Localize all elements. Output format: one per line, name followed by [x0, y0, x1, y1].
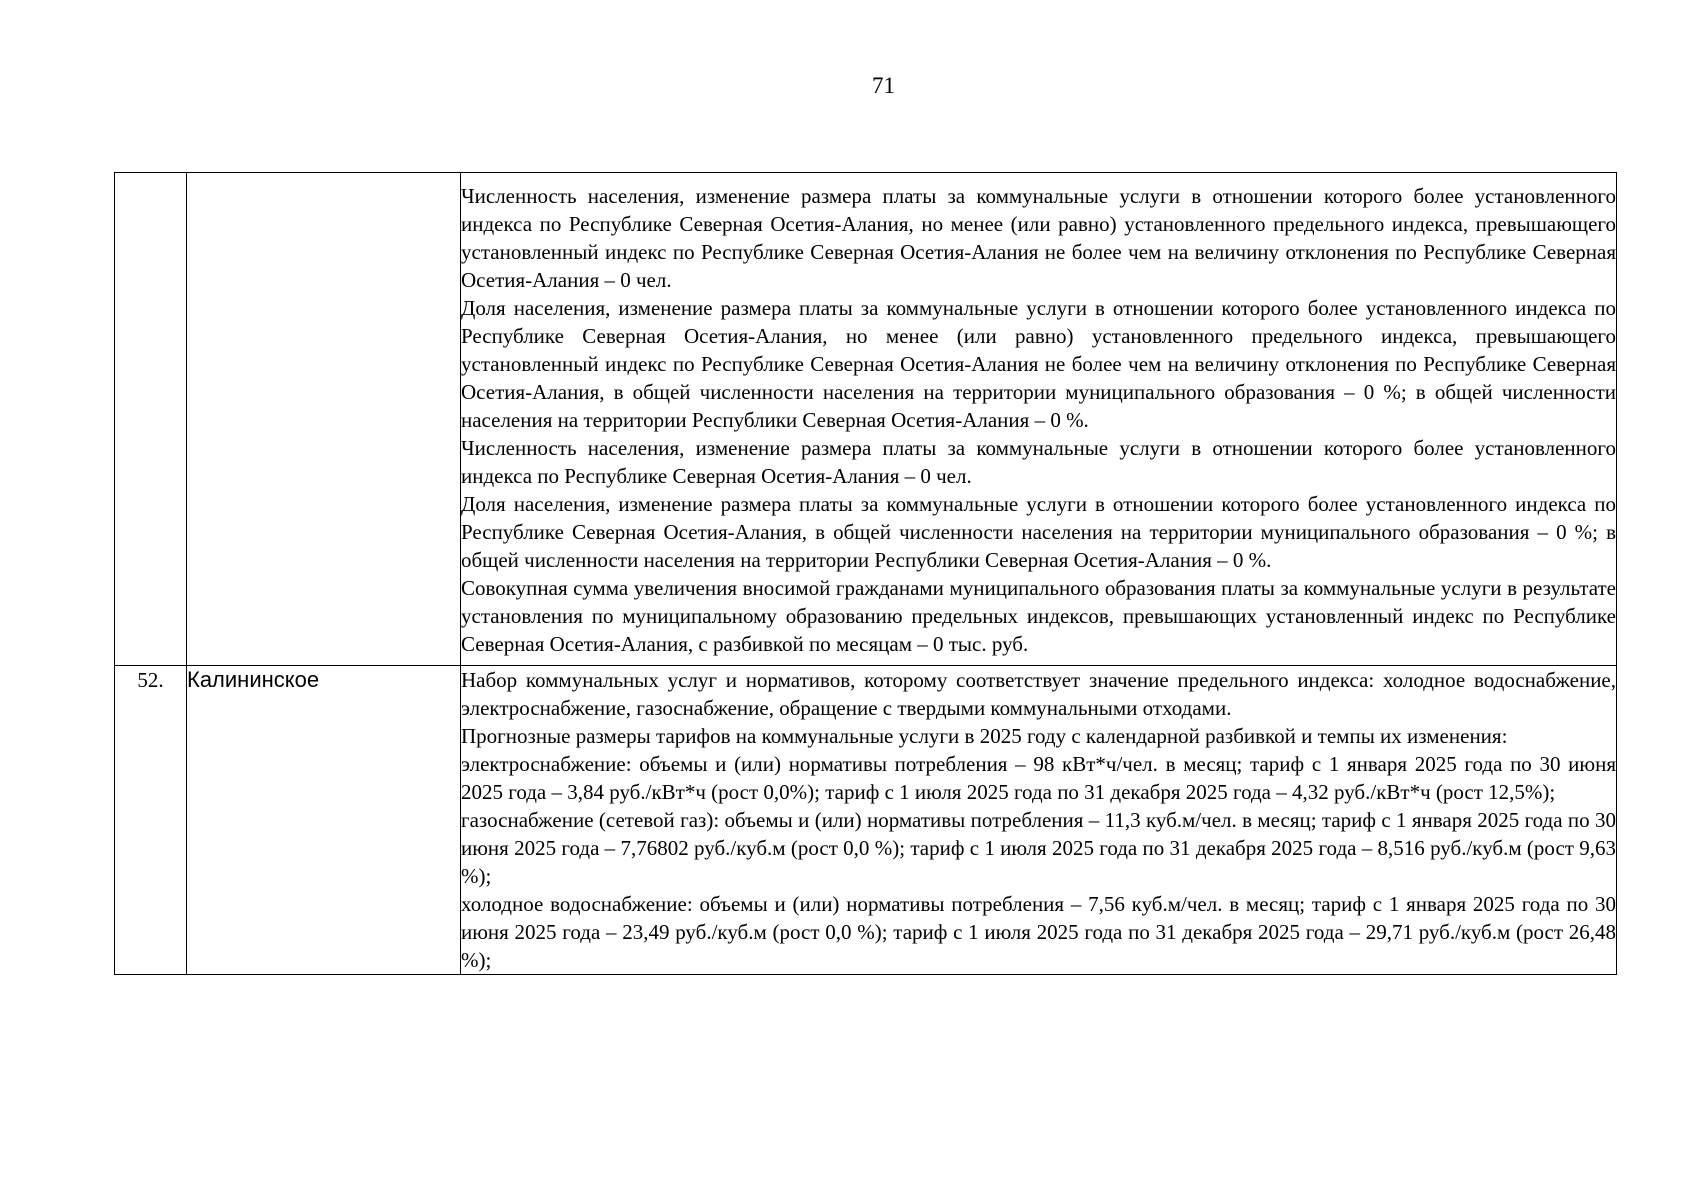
- description-paragraph: холодное водоснабжение: объемы и (или) нормативы потребления – 7,56 куб.м/чел. в месяц; тариф с 1 января 2025 года по 30 июня 2025 года – 23,49 руб./куб.м (рост 0,0 %); тариф с 1 июля 2025 года по 31 декабря 2025 года – 29,71 руб./куб.м (рост 26,48 %);: [461, 892, 1616, 972]
- description-paragraph: Совокупная сумма увеличения вносимой гражданами муниципального образования платы за коммунальные услуги в результате установления по муниципальному образованию предельных индексов, превышающих установленный индекс по Республике Северная Осетия-Алания, с разбивкой по месяцам – 0 тыс. руб.: [461, 576, 1616, 656]
- description-cell: [461, 173, 1617, 666]
- table-row: [115, 173, 1617, 666]
- description-paragraph: Прогнозные размеры тарифов на коммунальные услуги в 2025 году с календарной разбивкой и темпы их изменения:: [461, 724, 1508, 748]
- row-number: 52.: [115, 666, 187, 975]
- municipality-name: [187, 173, 461, 666]
- description-paragraph: электроснабжение: объемы и (или) нормативы потребления – 98 кВт*ч/чел. в месяц; тариф с 1 января 2025 года по 30 июня 2025 года – 3,84 руб./кВт*ч (рост 0,0%); тариф с 1 июля 2025 года по 31 декабря 2025 года – 4,32 руб./кВт*ч (рост 12,5%);: [461, 752, 1616, 804]
- description-paragraph: Доля населения, изменение размера платы за коммунальные услуги в отношении которого более установленного индекса по Республике Северная Осетия-Алания, но менее (или равно) установленного предельного индекса, превышающего установленный индекс по Республике Северная Осетия-Алания не более чем на величину отклонения по Республике Северная Осетия-Алания, в общей численности населения на территории муниципального образования – 0 %; в общей численности населения на территории Республики Северная Осетия-Алания – 0 %.: [461, 296, 1616, 432]
- municipality-name: Калининское: [187, 666, 461, 975]
- municipal-index-table: [114, 172, 1617, 975]
- description-paragraph: Доля населения, изменение размера платы за коммунальные услуги в отношении которого более установленного индекса по Республике Северная Осетия-Алания, в общей численности населения на территории муниципального образования – 0 %; в общей численности населения на территории Республики Северная Осетия-Алания – 0 %.: [461, 492, 1616, 572]
- description-paragraph: Численность населения, изменение размера платы за коммунальные услуги в отношении которого более установленного индекса по Республике Северная Осетия-Алания, но менее (или равно) установленного предельного индекса, превышающего установленный индекс по Республике Северная Осетия-Алания не более чем на величину отклонения по Республике Северная Осетия-Алания – 0 чел.: [461, 184, 1616, 292]
- row-number: [115, 173, 187, 666]
- page-number: 71: [872, 73, 895, 98]
- table-row: [115, 666, 1617, 975]
- description-cell: [461, 666, 1617, 975]
- description-paragraph: Численность населения, изменение размера платы за коммунальные услуги в отношении которого более установленного индекса по Республике Северная Осетия-Алания – 0 чел.: [461, 436, 1616, 488]
- description-paragraph: газоснабжение (сетевой газ): объемы и (или) нормативы потребления – 11,3 куб.м/чел. в месяц; тариф с 1 января 2025 года по 30 июня 2025 года – 7,76802 руб./куб.м (рост 0,0 %); тариф с 1 июля 2025 года по 31 декабря 2025 года – 8,516 руб./куб.м (рост 9,63 %);: [461, 808, 1616, 888]
- description-paragraph: Набор коммунальных услуг и нормативов, которому соответствует значение предельного индекса: холодное водоснабжение, электроснабжение, газоснабжение, обращение с твердыми коммунальными отходами.: [461, 668, 1616, 720]
